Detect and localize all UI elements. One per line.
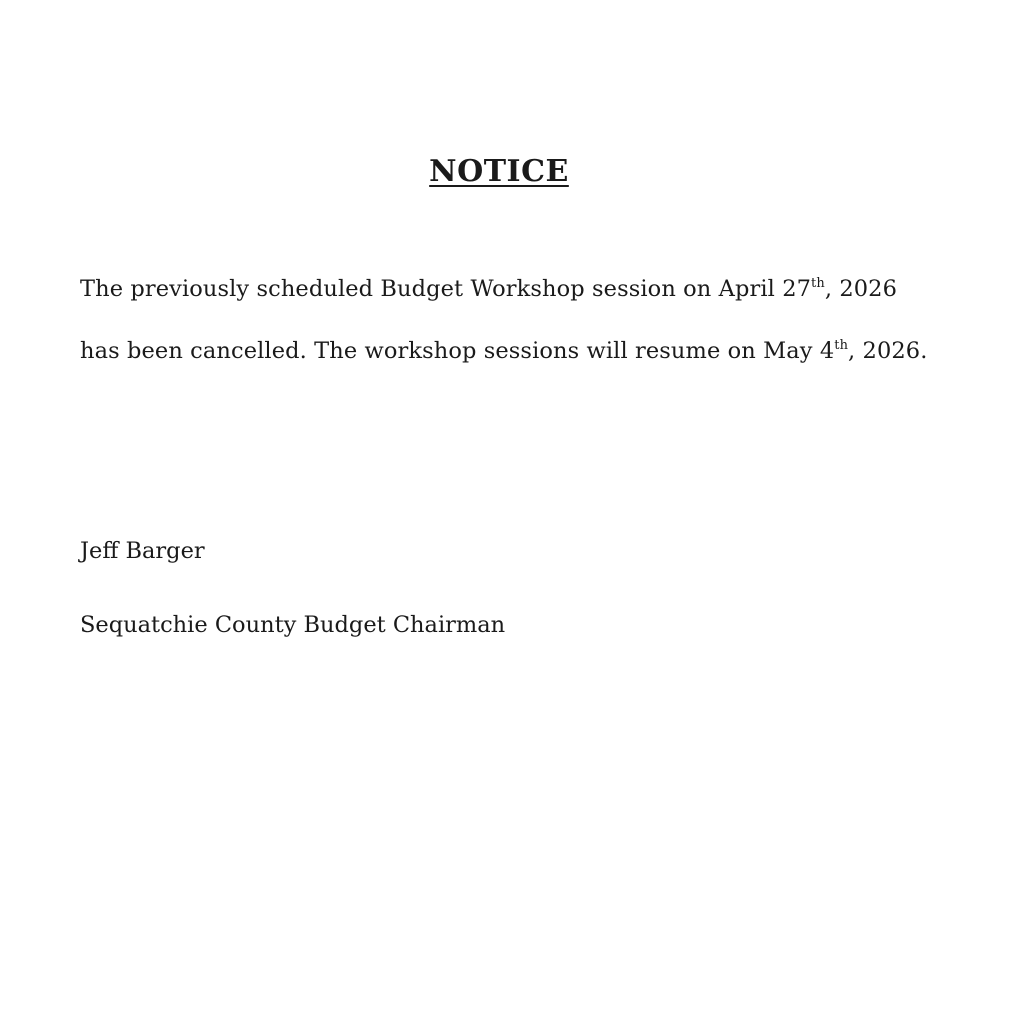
notice-title-text: NOTICE xyxy=(429,154,569,189)
ordinal-suffix-2: th xyxy=(834,338,849,353)
notice-title xyxy=(0,154,998,189)
body-text-part-1: The previously scheduled Budget Workshop session on April 27 xyxy=(80,276,812,302)
body-text-part-2: , 2026 has been cancelled. The workshop sessions will resume on May 4 xyxy=(80,276,897,364)
signature-title: Sequatchie County Budget Chairman xyxy=(80,612,506,638)
signature-name: Jeff Barger xyxy=(80,538,205,564)
body-text-part-3: , 2026. xyxy=(848,338,928,364)
notice-body xyxy=(80,258,940,382)
ordinal-suffix-1: th xyxy=(811,276,825,291)
